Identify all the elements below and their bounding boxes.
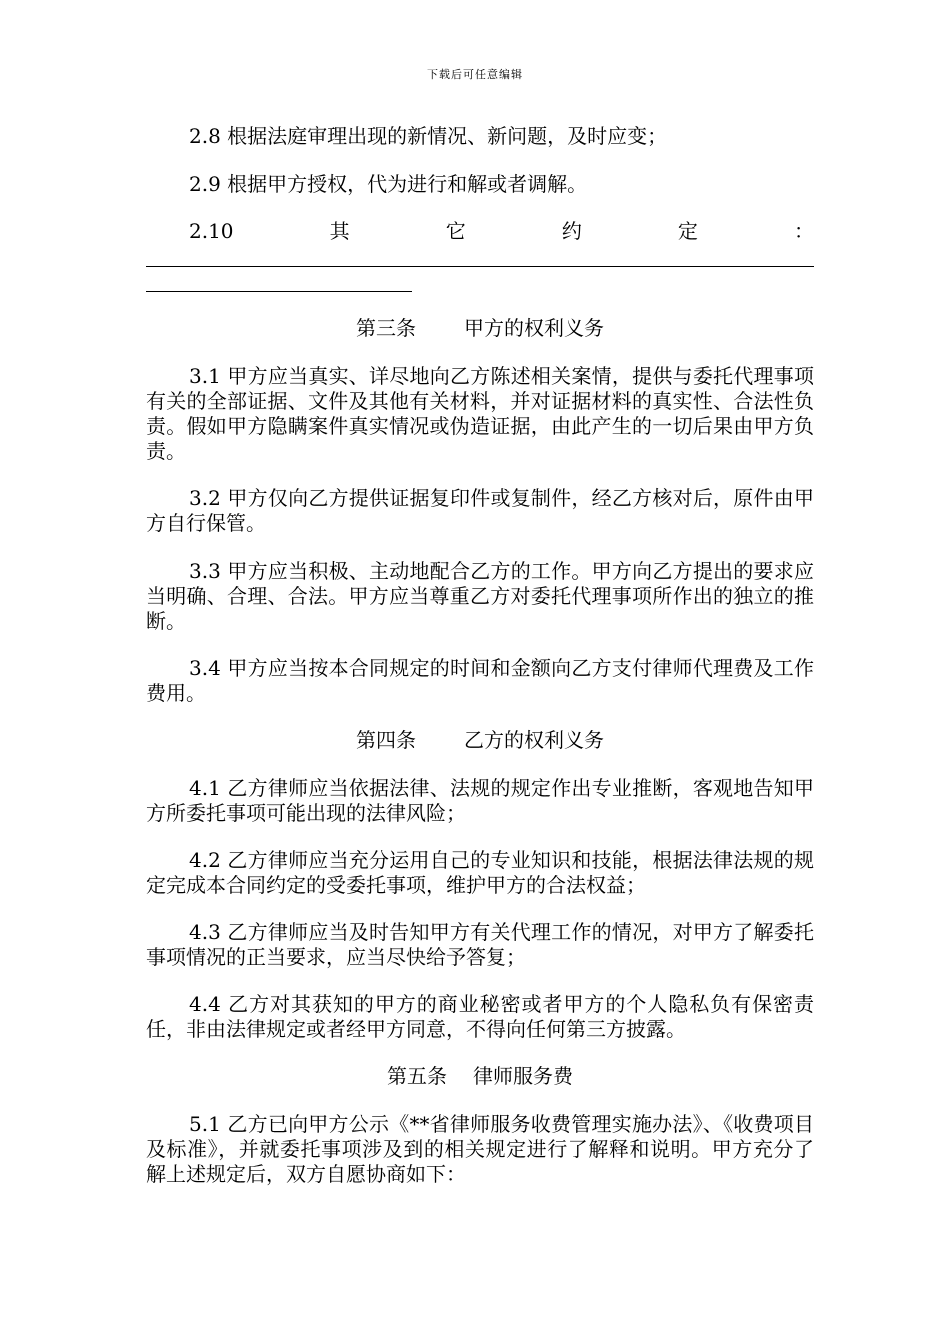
clause-2-10-char: 它 xyxy=(445,219,466,243)
article-3-number: 第三条 xyxy=(356,316,416,340)
article-3-title: 甲方的权利义务 xyxy=(464,316,604,340)
clause-3-3: 3.3 甲方应当积极、主动地配合乙方的工作。甲方向乙方提出的要求应当明确、合理、合法。甲方应当尊重乙方对委托代理事项所作出的独立的推断。 xyxy=(146,559,814,633)
clause-2-10-number: 2.10 xyxy=(189,219,234,243)
clause-3-1: 3.1 甲方应当真实、详尽地向乙方陈述相关案情，提供与委托代理事项有关的全部证据、文件及其他有关材料，并对证据材料的真实性、合法性负责。假如甲方隐瞒案件真实情况或伪造证据，由此产生的一切后果由甲方负责。 xyxy=(146,364,814,463)
article-4-title: 乙方的权利义务 xyxy=(464,728,604,752)
fill-in-blank-line xyxy=(146,291,412,292)
article-4-number: 第四条 xyxy=(356,728,416,752)
article-5-heading xyxy=(146,1064,814,1089)
clause-2-10-char: 定 xyxy=(677,219,698,243)
clause-3-4: 3.4 甲方应当按本合同规定的时间和金额向乙方支付律师代理费及工作费用。 xyxy=(146,656,814,705)
article-5-title: 律师服务费 xyxy=(473,1064,573,1088)
article-5-number: 第五条 xyxy=(387,1064,447,1088)
clause-2-10-char: 其 xyxy=(329,219,350,243)
clause-2-9: 2.9 根据甲方授权，代为进行和解或者调解。 xyxy=(189,172,588,196)
clause-2-10-char: ： xyxy=(794,219,814,243)
clause-3-2: 3.2 甲方仅向乙方提供证据复印件或复制件，经乙方核对后，原件由甲方自行保管。 xyxy=(146,486,814,535)
clause-5-1: 5.1 乙方已向甲方公示《**省律师服务收费管理实施办法》、《收费项目及标准》，并就委托事项涉及到的相关规定进行了解释和说明。甲方充分了解上述规定后，双方自愿协商如下： xyxy=(146,1112,814,1186)
article-4-heading xyxy=(146,728,814,753)
clause-4-2: 4.2 乙方律师应当充分运用自己的专业知识和技能，根据法律法规的规定完成本合同约定的受委托事项，维护甲方的合法权益； xyxy=(146,848,814,897)
clause-2-10 xyxy=(189,219,814,244)
clause-4-4: 4.4 乙方对其获知的甲方的商业秘密或者甲方的个人隐私负有保密责任，非由法律规定或者经甲方同意，不得向任何第三方披露。 xyxy=(146,992,814,1041)
article-3-heading xyxy=(146,316,814,341)
clause-4-1: 4.1 乙方律师应当依据法律、法规的规定作出专业推断，客观地告知甲方所委托事项可能出现的法律风险； xyxy=(146,776,814,825)
fill-in-blank-line xyxy=(146,266,814,267)
page-header: 下载后可任意编辑 xyxy=(427,68,523,81)
clause-4-3: 4.3 乙方律师应当及时告知甲方有关代理工作的情况，对甲方了解委托事项情况的正当要求，应当尽快给予答复； xyxy=(146,920,814,969)
clause-2-8: 2.8 根据法庭审理出现的新情况、新问题，及时应变； xyxy=(189,124,668,148)
clause-2-10-char: 约 xyxy=(561,219,582,243)
